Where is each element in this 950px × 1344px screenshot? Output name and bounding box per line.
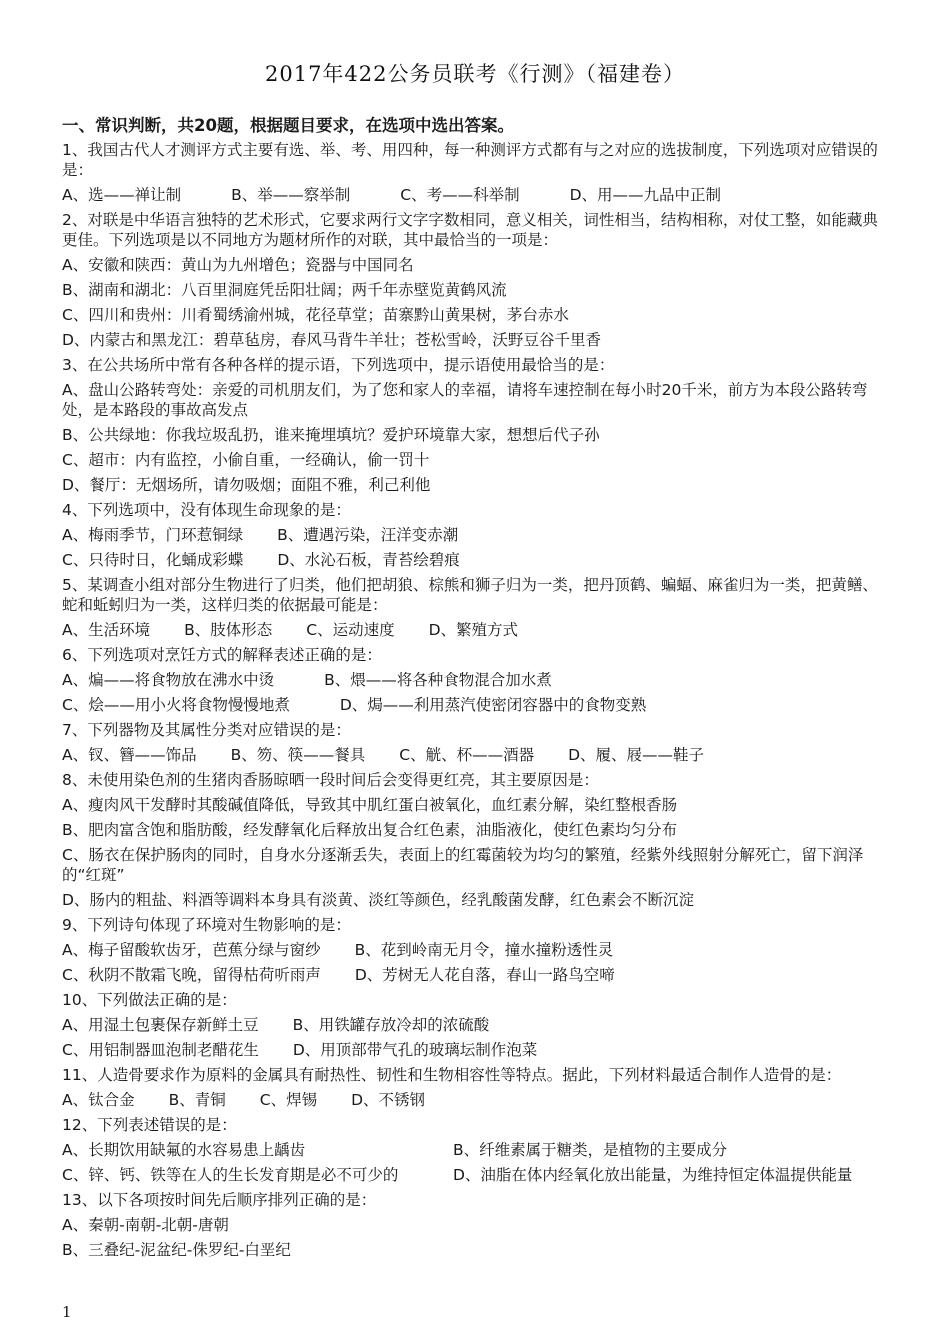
- question-3-option-a: A、盘山公路转弯处：亲爱的司机朋友们，为了您和家人的幸福，请将车速控制在每小时20千米，前方为本段公路转弯处，是本路段的事故高发点: [62, 381, 868, 419]
- document-title: 2017年422公务员联考《行测》（福建卷）: [264, 62, 686, 86]
- question-5-stem: 5、某调查小组对部分生物进行了归类，他们把胡狼、棕熊和狮子归为一类，把丹顶鹤、蝙蝠、麻雀归为一类，把黄鳝、蛇和蚯蚓归为一类，这样归类的依据最可能是：: [62, 576, 878, 614]
- question-8-option-b: B、肥肉富含饱和脂肪酸，经发酵氧化后释放出复合红色素，油脂液化，使红色素均匀分布: [62, 821, 678, 839]
- question-12-option-d: D、油脂在体内经氧化放出能量，为维持恒定体温提供能量: [453, 1166, 853, 1184]
- question-12-options-cd: [62, 1163, 892, 1188]
- question-10-option-d: D、用顶部带气孔的玻璃坛制作泡菜: [292, 1041, 538, 1059]
- question-9-option-c: C、秋阴不散霜飞晚，留得枯荷听雨声: [62, 966, 321, 984]
- question-3-option-b: B、公共绿地：你我垃圾乱扔，谁来掩埋填坑？爱护环境靠大家，想想后代子孙: [62, 426, 600, 444]
- question-7-option-d: D、履、屐——鞋子: [568, 746, 705, 764]
- question-1-option-b: B、举——察举制: [231, 186, 351, 204]
- question-2-option-c: C、四川和贵州：川肴蜀绣渝州城，花径草堂；苗寨黔山黄果树，茅台赤水: [62, 306, 569, 324]
- question-6-option-b: B、煨——将各种食物混合加水煮: [324, 671, 552, 689]
- question-10-option-a: A、用湿土包裹保存新鲜土豆: [62, 1016, 259, 1034]
- question-9-option-a: A、梅子留酸软齿牙，芭蕉分绿与窗纱: [62, 941, 321, 959]
- question-9-option-d: D、芳树无人花自落，春山一路鸟空啼: [354, 966, 615, 984]
- question-list: [62, 113, 892, 1263]
- question-2-option-b: B、湖南和湖北：八百里洞庭凭岳阳壮阔；两千年赤壁览黄鹤风流: [62, 281, 507, 299]
- question-12-option-a: A、长期饮用缺氟的水容易患上龋齿: [62, 1141, 306, 1159]
- section-heading: 一、常识判断，共20题，根据题目要求，在选项中选出答案。: [62, 116, 514, 135]
- question-6-option-c: C、烩——用小火将食物慢慢地煮: [62, 696, 290, 714]
- question-11-option-c: C、焊锡: [259, 1091, 318, 1109]
- question-6-option-a: A、煸——将食物放在沸水中烫: [62, 671, 275, 689]
- question-8-option-c: C、肠衣在保护肠肉的同时，自身水分逐渐丢失，表面上的红霉菌较为均匀的繁殖，经紫外线照射分解死亡，留下润泽的“红斑”: [62, 846, 864, 884]
- question-4-option-b: B、遭遇污染，汪洋变赤潮: [277, 526, 459, 544]
- question-10-option-b: B、用铁罐存放冷却的浓硫酸: [292, 1016, 490, 1034]
- question-6-options-cd: [62, 693, 892, 718]
- question-10-stem: 10、下列做法正确的是：: [62, 991, 237, 1009]
- question-12-options-ab: [62, 1138, 892, 1163]
- question-11-option-d: D、不锈钢: [351, 1091, 426, 1109]
- question-6-option-d: D、焗——利用蒸汽使密闭容器中的食物变熟: [339, 696, 647, 714]
- question-7-option-a: A、钗、簪——饰品: [62, 746, 197, 764]
- question-5-option-a: A、生活环境: [62, 621, 151, 639]
- question-7-option-c: C、觥、杯——酒器: [399, 746, 535, 764]
- question-2-option-a: A、安徽和陕西：黄山为九州增色；瓷器与中国同名: [62, 256, 414, 274]
- question-1-option-c: C、考——科举制: [400, 186, 520, 204]
- question-8-option-a: A、瘦肉风干发酵时其酸碱值降低，导致其中肌红蛋白被氧化，血红素分解，染红整根香肠: [62, 796, 678, 814]
- question-7-stem: 7、下列器物及其属性分类对应错误的是：: [62, 721, 351, 739]
- question-10-option-c: C、用铝制器皿泡制老醋花生: [62, 1041, 259, 1059]
- question-11-option-a: A、钛合金: [62, 1091, 135, 1109]
- question-4-options-ab: [62, 523, 892, 548]
- question-5-option-b: B、肢体形态: [184, 621, 273, 639]
- question-2-option-d: D、内蒙古和黑龙江：碧草毡房，春风马背牛羊壮；苍松雪岭，沃野豆谷千里香: [62, 331, 601, 349]
- question-9-option-b: B、花到岭南无月令，撞水撞粉透性灵: [354, 941, 614, 959]
- question-11-options: [62, 1088, 892, 1113]
- question-13-stem: 13、以下各项按时间先后顺序排列正确的是：: [62, 1191, 377, 1209]
- question-10-options-ab: [62, 1013, 892, 1038]
- question-10-options-cd: [62, 1038, 892, 1063]
- question-7-options: [62, 743, 892, 768]
- question-1-option-d: D、用——九品中正制: [569, 186, 722, 204]
- question-4-option-d: D、水沁石板，青苔绘碧痕: [277, 551, 460, 569]
- question-5-option-c: C、运动速度: [306, 621, 395, 639]
- question-3-option-c: C、超市：内有监控，小偷自重，一经确认，偷一罚十: [62, 451, 430, 469]
- question-9-stem: 9、下列诗句体现了环境对生物影响的是：: [62, 916, 351, 934]
- question-9-options-ab: [62, 938, 892, 963]
- question-8-option-d: D、肠内的粗盐、料酒等调料本身具有淡黄、淡红等颜色，经乳酸菌发酵，红色素会不断沉淀: [62, 891, 694, 909]
- question-1-options: [62, 183, 892, 208]
- question-6-options-ab: [62, 668, 892, 693]
- question-11-option-b: B、青铜: [168, 1091, 226, 1109]
- question-5-options: [62, 618, 892, 643]
- question-3-option-d: D、餐厅：无烟场所，请勿吸烟；面阻不雅，利己利他: [62, 476, 431, 494]
- question-5-option-d: D、繁殖方式: [428, 621, 519, 639]
- question-12-stem: 12、下列表述错误的是：: [62, 1116, 237, 1134]
- question-11-stem: 11、人造骨要求作为原料的金属具有耐热性、韧性和生物相容性等特点。据此，下列材料最适合制作人造骨的是：: [62, 1066, 842, 1084]
- question-13-option-b: B、三叠纪-泥盆纪-侏罗纪-白垩纪: [62, 1241, 291, 1259]
- question-4-options-cd: [62, 548, 892, 573]
- question-12-option-b: B、纤维素属于糖类，是植物的主要成分: [453, 1141, 728, 1159]
- question-9-options-cd: [62, 963, 892, 988]
- page-number: 1: [62, 1303, 72, 1321]
- question-1-option-a: A、选——禅让制: [62, 186, 182, 204]
- question-4-option-a: A、梅雨季节，门环惹铜绿: [62, 526, 244, 544]
- question-4-option-c: C、只待时日，化蛹成彩蝶: [62, 551, 244, 569]
- question-7-option-b: B、笏、筷——餐具: [230, 746, 366, 764]
- question-1-stem: 1、我国古代人才测评方式主要有选、举、考、用四种，每一种测评方式都有与之对应的选拔制度，下列选项对应错误的是：: [62, 141, 878, 179]
- question-2-stem: 2、对联是中华语言独特的艺术形式，它要求两行文字字数相同，意义相关，词性相当，结构相称，对仗工整，如能藏典更佳。下列选项是以不同地方为题材所作的对联，其中最恰当的一项是：: [62, 211, 878, 249]
- question-4-stem: 4、下列选项中，没有体现生命现象的是：: [62, 501, 351, 519]
- question-8-stem: 8、未使用染色剂的生猪肉香肠晾晒一段时间后会变得更红亮，其主要原因是：: [62, 771, 599, 789]
- question-13-option-a: A、秦朝-南朝-北朝-唐朝: [62, 1216, 229, 1234]
- question-3-stem: 3、在公共场所中常有各种各样的提示语，下列选项中，提示语使用最恰当的是：: [62, 356, 615, 374]
- question-12-option-c: C、锌、钙、铁等在人的生长发育期是必不可少的: [62, 1166, 399, 1184]
- question-6-stem: 6、下列选项对烹饪方式的解释表述正确的是：: [62, 646, 382, 664]
